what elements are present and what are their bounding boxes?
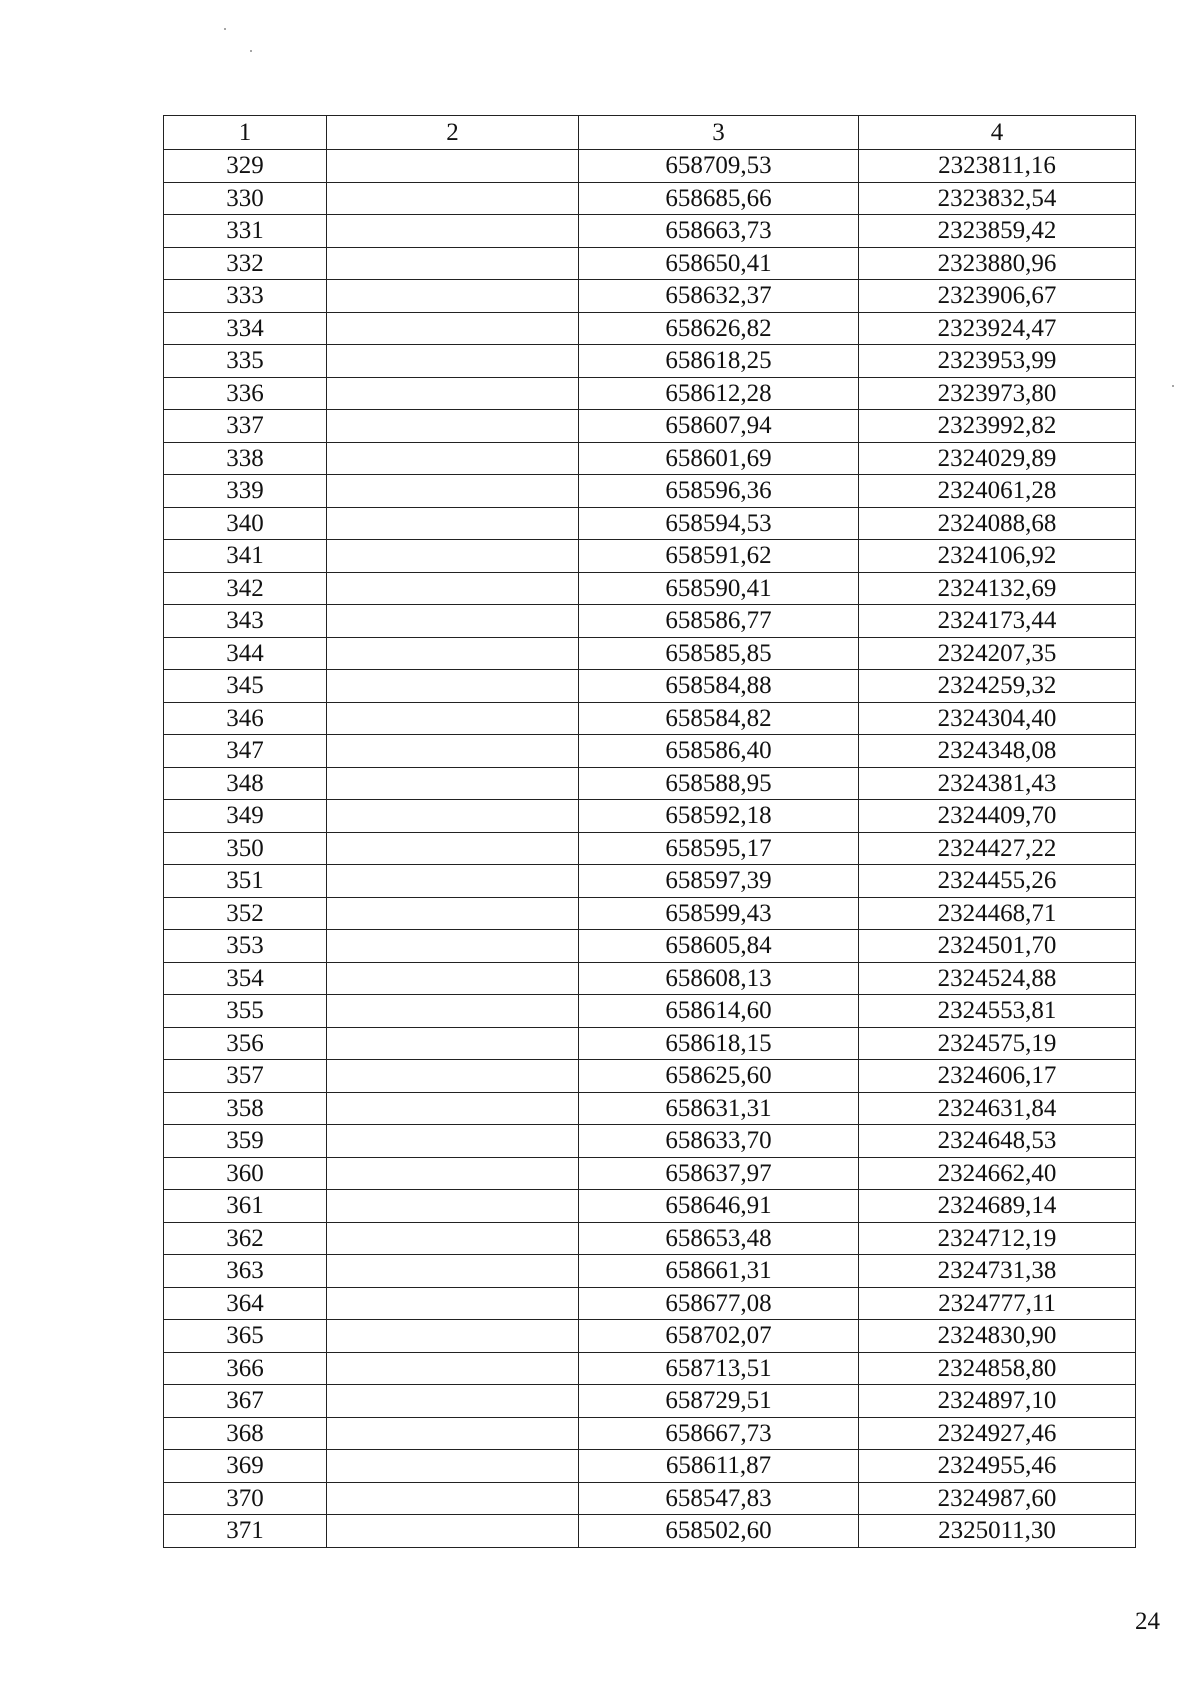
point-number-cell: 344: [164, 637, 327, 670]
table-row: [164, 1352, 1136, 1385]
table-row: [164, 215, 1136, 248]
x-coordinate-cell: 658646,91: [579, 1190, 859, 1223]
y-coordinate-cell: 2323992,82: [859, 410, 1136, 443]
description-cell: [327, 995, 579, 1028]
description-cell: [327, 1417, 579, 1450]
scan-speck: [250, 50, 252, 52]
point-number-cell: 337: [164, 410, 327, 443]
table-row: [164, 475, 1136, 508]
point-number-cell: 357: [164, 1060, 327, 1093]
x-coordinate-cell: 658618,25: [579, 345, 859, 378]
point-number-cell: 333: [164, 280, 327, 313]
y-coordinate-cell: 2325011,30: [859, 1515, 1136, 1548]
table-row: [164, 637, 1136, 670]
point-number-cell: 347: [164, 735, 327, 768]
x-coordinate-cell: 658586,77: [579, 605, 859, 638]
table-row: [164, 865, 1136, 898]
description-cell: [327, 670, 579, 703]
point-number-cell: 364: [164, 1287, 327, 1320]
table-row: [164, 897, 1136, 930]
description-cell: [327, 572, 579, 605]
y-coordinate-cell: 2324348,08: [859, 735, 1136, 768]
point-number-cell: 365: [164, 1320, 327, 1353]
description-cell: [327, 1482, 579, 1515]
y-coordinate-cell: 2324606,17: [859, 1060, 1136, 1093]
point-number-cell: 353: [164, 930, 327, 963]
table-header-row: [164, 116, 1136, 150]
x-coordinate-cell: 658713,51: [579, 1352, 859, 1385]
description-cell: [327, 1320, 579, 1353]
y-coordinate-cell: 2324731,38: [859, 1255, 1136, 1288]
point-number-cell: 330: [164, 182, 327, 215]
table-row: [164, 1125, 1136, 1158]
point-number-cell: 331: [164, 215, 327, 248]
y-coordinate-cell: 2324927,46: [859, 1417, 1136, 1450]
point-number-cell: 332: [164, 247, 327, 280]
y-coordinate-cell: 2323859,42: [859, 215, 1136, 248]
y-coordinate-cell: 2324409,70: [859, 800, 1136, 833]
x-coordinate-cell: 658625,60: [579, 1060, 859, 1093]
table-row: [164, 247, 1136, 280]
column-header-4: 4: [859, 116, 1136, 150]
x-coordinate-cell: 658596,36: [579, 475, 859, 508]
description-cell: [327, 280, 579, 313]
description-cell: [327, 800, 579, 833]
y-coordinate-cell: 2324455,26: [859, 865, 1136, 898]
table-row: [164, 735, 1136, 768]
description-cell: [327, 702, 579, 735]
x-coordinate-cell: 658591,62: [579, 540, 859, 573]
description-cell: [327, 735, 579, 768]
description-cell: [327, 962, 579, 995]
x-coordinate-cell: 658584,82: [579, 702, 859, 735]
table-row: [164, 1287, 1136, 1320]
point-number-cell: 342: [164, 572, 327, 605]
y-coordinate-cell: 2324648,53: [859, 1125, 1136, 1158]
description-cell: [327, 637, 579, 670]
table-row: [164, 1450, 1136, 1483]
y-coordinate-cell: 2324955,46: [859, 1450, 1136, 1483]
description-cell: [327, 1352, 579, 1385]
y-coordinate-cell: 2324631,84: [859, 1092, 1136, 1125]
description-cell: [327, 215, 579, 248]
x-coordinate-cell: 658650,41: [579, 247, 859, 280]
table-row: [164, 930, 1136, 963]
y-coordinate-cell: 2324689,14: [859, 1190, 1136, 1223]
x-coordinate-cell: 658633,70: [579, 1125, 859, 1158]
point-number-cell: 352: [164, 897, 327, 930]
point-number-cell: 370: [164, 1482, 327, 1515]
y-coordinate-cell: 2324712,19: [859, 1222, 1136, 1255]
point-number-cell: 359: [164, 1125, 327, 1158]
x-coordinate-cell: 658585,85: [579, 637, 859, 670]
description-cell: [327, 1125, 579, 1158]
description-cell: [327, 1222, 579, 1255]
x-coordinate-cell: 658618,15: [579, 1027, 859, 1060]
y-coordinate-cell: 2323973,80: [859, 377, 1136, 410]
y-coordinate-cell: 2324662,40: [859, 1157, 1136, 1190]
y-coordinate-cell: 2324304,40: [859, 702, 1136, 735]
point-number-cell: 351: [164, 865, 327, 898]
x-coordinate-cell: 658599,43: [579, 897, 859, 930]
table-row: [164, 150, 1136, 183]
x-coordinate-cell: 658594,53: [579, 507, 859, 540]
description-cell: [327, 605, 579, 638]
table-row: [164, 767, 1136, 800]
y-coordinate-cell: 2324427,22: [859, 832, 1136, 865]
point-number-cell: 343: [164, 605, 327, 638]
x-coordinate-cell: 658685,66: [579, 182, 859, 215]
description-cell: [327, 1060, 579, 1093]
x-coordinate-cell: 658601,69: [579, 442, 859, 475]
point-number-cell: 358: [164, 1092, 327, 1125]
description-cell: [327, 1092, 579, 1125]
table-row: [164, 1385, 1136, 1418]
x-coordinate-cell: 658608,13: [579, 962, 859, 995]
y-coordinate-cell: 2324029,89: [859, 442, 1136, 475]
x-coordinate-cell: 658653,48: [579, 1222, 859, 1255]
y-coordinate-cell: 2324553,81: [859, 995, 1136, 1028]
y-coordinate-cell: 2323924,47: [859, 312, 1136, 345]
description-cell: [327, 767, 579, 800]
x-coordinate-cell: 658663,73: [579, 215, 859, 248]
table-row: [164, 800, 1136, 833]
table-row: [164, 312, 1136, 345]
table-row: [164, 1060, 1136, 1093]
column-header-1: 1: [164, 116, 327, 150]
point-number-cell: 336: [164, 377, 327, 410]
x-coordinate-cell: 658592,18: [579, 800, 859, 833]
y-coordinate-cell: 2324061,28: [859, 475, 1136, 508]
description-cell: [327, 475, 579, 508]
point-number-cell: 363: [164, 1255, 327, 1288]
table-row: [164, 702, 1136, 735]
table-row: [164, 605, 1136, 638]
column-header-3: 3: [579, 116, 859, 150]
point-number-cell: 362: [164, 1222, 327, 1255]
description-cell: [327, 1515, 579, 1548]
description-cell: [327, 182, 579, 215]
x-coordinate-cell: 658632,37: [579, 280, 859, 313]
description-cell: [327, 1450, 579, 1483]
y-coordinate-cell: 2324524,88: [859, 962, 1136, 995]
table-row: [164, 1190, 1136, 1223]
point-number-cell: 349: [164, 800, 327, 833]
y-coordinate-cell: 2323811,16: [859, 150, 1136, 183]
description-cell: [327, 410, 579, 443]
y-coordinate-cell: 2324207,35: [859, 637, 1136, 670]
x-coordinate-cell: 658611,87: [579, 1450, 859, 1483]
point-number-cell: 367: [164, 1385, 327, 1418]
column-header-2: 2: [327, 116, 579, 150]
description-cell: [327, 832, 579, 865]
description-cell: [327, 442, 579, 475]
table-row: [164, 540, 1136, 573]
point-number-cell: 335: [164, 345, 327, 378]
x-coordinate-cell: 658702,07: [579, 1320, 859, 1353]
point-number-cell: 369: [164, 1450, 327, 1483]
point-number-cell: 355: [164, 995, 327, 1028]
description-cell: [327, 1255, 579, 1288]
y-coordinate-cell: 2323906,67: [859, 280, 1136, 313]
description-cell: [327, 865, 579, 898]
x-coordinate-cell: 658586,40: [579, 735, 859, 768]
point-number-cell: 338: [164, 442, 327, 475]
x-coordinate-cell: 658612,28: [579, 377, 859, 410]
point-number-cell: 329: [164, 150, 327, 183]
point-number-cell: 346: [164, 702, 327, 735]
x-coordinate-cell: 658614,60: [579, 995, 859, 1028]
x-coordinate-cell: 658605,84: [579, 930, 859, 963]
x-coordinate-cell: 658637,97: [579, 1157, 859, 1190]
x-coordinate-cell: 658631,31: [579, 1092, 859, 1125]
x-coordinate-cell: 658667,73: [579, 1417, 859, 1450]
table-row: [164, 1482, 1136, 1515]
table-row: [164, 182, 1136, 215]
x-coordinate-cell: 658729,51: [579, 1385, 859, 1418]
description-cell: [327, 1190, 579, 1223]
point-number-cell: 341: [164, 540, 327, 573]
table-row: [164, 1222, 1136, 1255]
description-cell: [327, 1385, 579, 1418]
description-cell: [327, 507, 579, 540]
description-cell: [327, 247, 579, 280]
y-coordinate-cell: 2324777,11: [859, 1287, 1136, 1320]
table-row: [164, 1255, 1136, 1288]
y-coordinate-cell: 2323880,96: [859, 247, 1136, 280]
table-row: [164, 832, 1136, 865]
y-coordinate-cell: 2324468,71: [859, 897, 1136, 930]
description-cell: [327, 345, 579, 378]
table-row: [164, 410, 1136, 443]
y-coordinate-cell: 2324501,70: [859, 930, 1136, 963]
y-coordinate-cell: 2324173,44: [859, 605, 1136, 638]
table-row: [164, 962, 1136, 995]
page-number: 24: [1135, 1608, 1160, 1635]
x-coordinate-cell: 658607,94: [579, 410, 859, 443]
x-coordinate-cell: 658588,95: [579, 767, 859, 800]
y-coordinate-cell: 2324132,69: [859, 572, 1136, 605]
description-cell: [327, 897, 579, 930]
y-coordinate-cell: 2323832,54: [859, 182, 1136, 215]
description-cell: [327, 1157, 579, 1190]
y-coordinate-cell: 2324575,19: [859, 1027, 1136, 1060]
table-row: [164, 1027, 1136, 1060]
description-cell: [327, 377, 579, 410]
point-number-cell: 354: [164, 962, 327, 995]
scan-speck: [224, 28, 226, 30]
table-row: [164, 1157, 1136, 1190]
x-coordinate-cell: 658590,41: [579, 572, 859, 605]
table-row: [164, 995, 1136, 1028]
point-number-cell: 368: [164, 1417, 327, 1450]
y-coordinate-cell: 2324088,68: [859, 507, 1136, 540]
y-coordinate-cell: 2324858,80: [859, 1352, 1136, 1385]
y-coordinate-cell: 2324259,32: [859, 670, 1136, 703]
x-coordinate-cell: 658597,39: [579, 865, 859, 898]
table-row: [164, 1417, 1136, 1450]
table-row: [164, 442, 1136, 475]
description-cell: [327, 1027, 579, 1060]
description-cell: [327, 312, 579, 345]
table-row: [164, 1320, 1136, 1353]
table-row: [164, 670, 1136, 703]
table-row: [164, 1515, 1136, 1548]
point-number-cell: 361: [164, 1190, 327, 1223]
x-coordinate-cell: 658677,08: [579, 1287, 859, 1320]
scan-speck: [1172, 385, 1174, 387]
coordinates-table: [163, 115, 1136, 1548]
y-coordinate-cell: 2324987,60: [859, 1482, 1136, 1515]
x-coordinate-cell: 658502,60: [579, 1515, 859, 1548]
description-cell: [327, 1287, 579, 1320]
y-coordinate-cell: 2324830,90: [859, 1320, 1136, 1353]
point-number-cell: 340: [164, 507, 327, 540]
table-body: [164, 150, 1136, 1548]
table-row: [164, 345, 1136, 378]
table-row: [164, 572, 1136, 605]
table-row: [164, 280, 1136, 313]
x-coordinate-cell: 658626,82: [579, 312, 859, 345]
point-number-cell: 371: [164, 1515, 327, 1548]
point-number-cell: 360: [164, 1157, 327, 1190]
table-row: [164, 1092, 1136, 1125]
y-coordinate-cell: 2324381,43: [859, 767, 1136, 800]
y-coordinate-cell: 2324106,92: [859, 540, 1136, 573]
x-coordinate-cell: 658661,31: [579, 1255, 859, 1288]
point-number-cell: 356: [164, 1027, 327, 1060]
point-number-cell: 345: [164, 670, 327, 703]
x-coordinate-cell: 658584,88: [579, 670, 859, 703]
description-cell: [327, 930, 579, 963]
y-coordinate-cell: 2324897,10: [859, 1385, 1136, 1418]
point-number-cell: 334: [164, 312, 327, 345]
point-number-cell: 350: [164, 832, 327, 865]
x-coordinate-cell: 658595,17: [579, 832, 859, 865]
description-cell: [327, 150, 579, 183]
description-cell: [327, 540, 579, 573]
x-coordinate-cell: 658547,83: [579, 1482, 859, 1515]
y-coordinate-cell: 2323953,99: [859, 345, 1136, 378]
point-number-cell: 339: [164, 475, 327, 508]
point-number-cell: 366: [164, 1352, 327, 1385]
table-row: [164, 507, 1136, 540]
x-coordinate-cell: 658709,53: [579, 150, 859, 183]
point-number-cell: 348: [164, 767, 327, 800]
table-row: [164, 377, 1136, 410]
